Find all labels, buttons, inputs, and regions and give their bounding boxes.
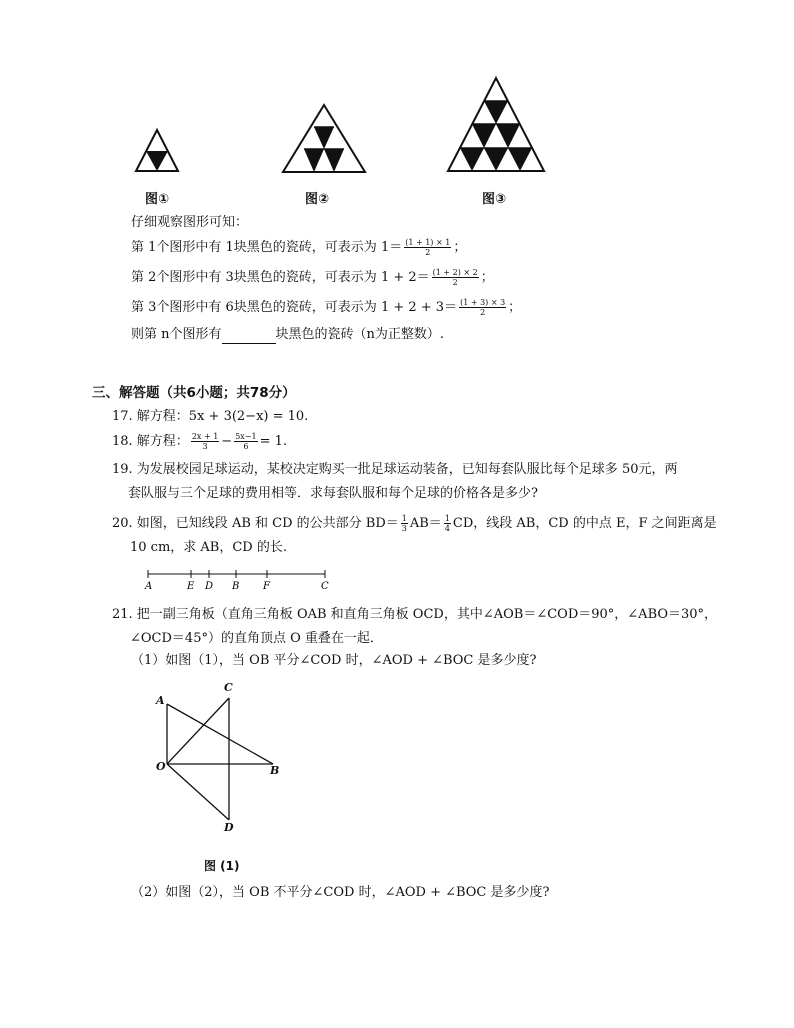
fraction-denominator: 2 (452, 278, 458, 287)
point-label-e: E (187, 581, 195, 592)
q18 (112, 432, 287, 451)
q16-line-2 (131, 268, 494, 287)
fraction-numerator: (1 + 2) × 2 (432, 268, 478, 277)
point-label-c: C (321, 581, 329, 592)
fraction-numerator: (1 + 1) × 1 (405, 238, 451, 247)
q18-minus: − (221, 434, 233, 449)
q16-line-3-end: ； (508, 300, 522, 315)
q17: 17. 解方程：5x + 3(2−x) = 10. (112, 409, 309, 424)
q20-mid: AB＝ (409, 516, 442, 531)
fraction-denominator: 4 (444, 524, 450, 533)
figure-2-caption: 图② (305, 192, 330, 207)
q16-final-a: 则第 n个图形有 (131, 327, 222, 342)
fraction-numerator: 5x−1 (235, 432, 257, 441)
q16-line-2-text: 第 2个图形中有 3块黑色的瓷砖，可表示为 1 + 2＝ (131, 270, 430, 285)
q21-line-1: 21. 把一副三角板（直角三角板 OAB 和直角三角板 OCD，其中∠AOB＝∠COD＝90°，∠ABO＝30°， (112, 607, 718, 622)
q16-line-1-text: 第 1个图形中有 1块黑色的瓷砖，可表示为 1＝ (131, 240, 403, 255)
q16-intro: 仔细观察图形可知： (131, 215, 249, 230)
q19-line-1: 19. 为发展校园足球运动，某校决定购买一批足球运动装备，已知每套队服比每个足球多 50元，两 (112, 462, 678, 477)
fraction-denominator: 3 (202, 442, 208, 451)
q16-line-3-text: 第 3个图形中有 6块黑色的瓷砖，可表示为 1 + 2 + 3＝ (131, 300, 458, 315)
q21-line-2: ∠OCD＝45°）的直角顶点 O 重叠在一起． (130, 631, 383, 646)
fraction-denominator: 2 (425, 248, 431, 257)
figure-1-triangle (136, 130, 178, 171)
section-3-title: 三、解答题（共6小题；共78分） (92, 385, 296, 401)
figure-2-triangle (283, 105, 365, 172)
vertex-label-c: C (224, 681, 233, 694)
q18-fraction-1 (191, 432, 219, 451)
vertex-label-a: A (156, 694, 165, 707)
q20-line-2: 10 cm，求 AB，CD 的长. (130, 540, 287, 555)
q16-line-2-fraction (432, 268, 479, 287)
q16-final-b: 块黑色的瓷砖（n为正整数）. (275, 327, 445, 342)
q16-line-2-end: ； (480, 270, 494, 285)
q21-sub-1: （1）如图（1），当 OB 平分∠COD 时，∠AOD + ∠BOC 是多少度? (131, 653, 537, 668)
point-label-d: D (205, 581, 214, 592)
q16-line-1-fraction (404, 238, 451, 257)
fraction-numerator: 1 (401, 514, 407, 523)
q20-post: CD，线段 AB，CD 的中点 E，F 之间距离是 (452, 516, 717, 531)
fraction-numerator: (1 + 3) × 3 (460, 298, 506, 307)
q16-final (131, 326, 444, 344)
q16-line-3-fraction (459, 298, 506, 317)
figure-1-caption: 图① (145, 192, 170, 207)
q16-line-1 (131, 238, 466, 257)
figure-3-caption: 图③ (482, 192, 507, 207)
q20-fraction-1 (401, 514, 408, 533)
fraction-numerator: 2x + 1 (191, 432, 219, 441)
figure-1-caption-q21: 图 (1) (204, 859, 240, 873)
q20-line-1 (112, 514, 717, 533)
q18-fraction-2 (234, 432, 257, 451)
answer-blank[interactable] (222, 330, 276, 344)
q18-pre: 18. 解方程： (112, 434, 189, 449)
point-label-a: A (145, 581, 153, 592)
q20-fraction-2 (444, 514, 451, 533)
point-label-b: B (232, 581, 240, 592)
figure-3-triangle (448, 78, 544, 171)
q21-sub-2: （2）如图（2），当 OB 不平分∠COD 时，∠AOD + ∠BOC 是多少度? (131, 885, 550, 900)
fraction-denominator: 2 (480, 308, 486, 317)
segment-figure (140, 568, 340, 592)
fraction-denominator: 6 (243, 442, 249, 451)
triangle-boards-figure (150, 678, 290, 838)
fraction-numerator: 1 (444, 514, 450, 523)
q16-line-3 (131, 298, 521, 317)
vertex-label-b: B (270, 764, 280, 777)
q19-line-2: 套队服与三个足球的费用相等．求每套队服和每个足球的价格各是多少? (128, 486, 538, 501)
q16-line-1-end: ； (453, 240, 467, 255)
point-label-f: F (263, 581, 270, 592)
q20-pre: 20. 如图，已知线段 AB 和 CD 的公共部分 BD＝ (112, 516, 399, 531)
q18-post: = 1. (259, 434, 288, 449)
vertex-label-o: O (156, 760, 166, 773)
fraction-denominator: 3 (401, 524, 407, 533)
vertex-label-d: D (224, 821, 234, 834)
